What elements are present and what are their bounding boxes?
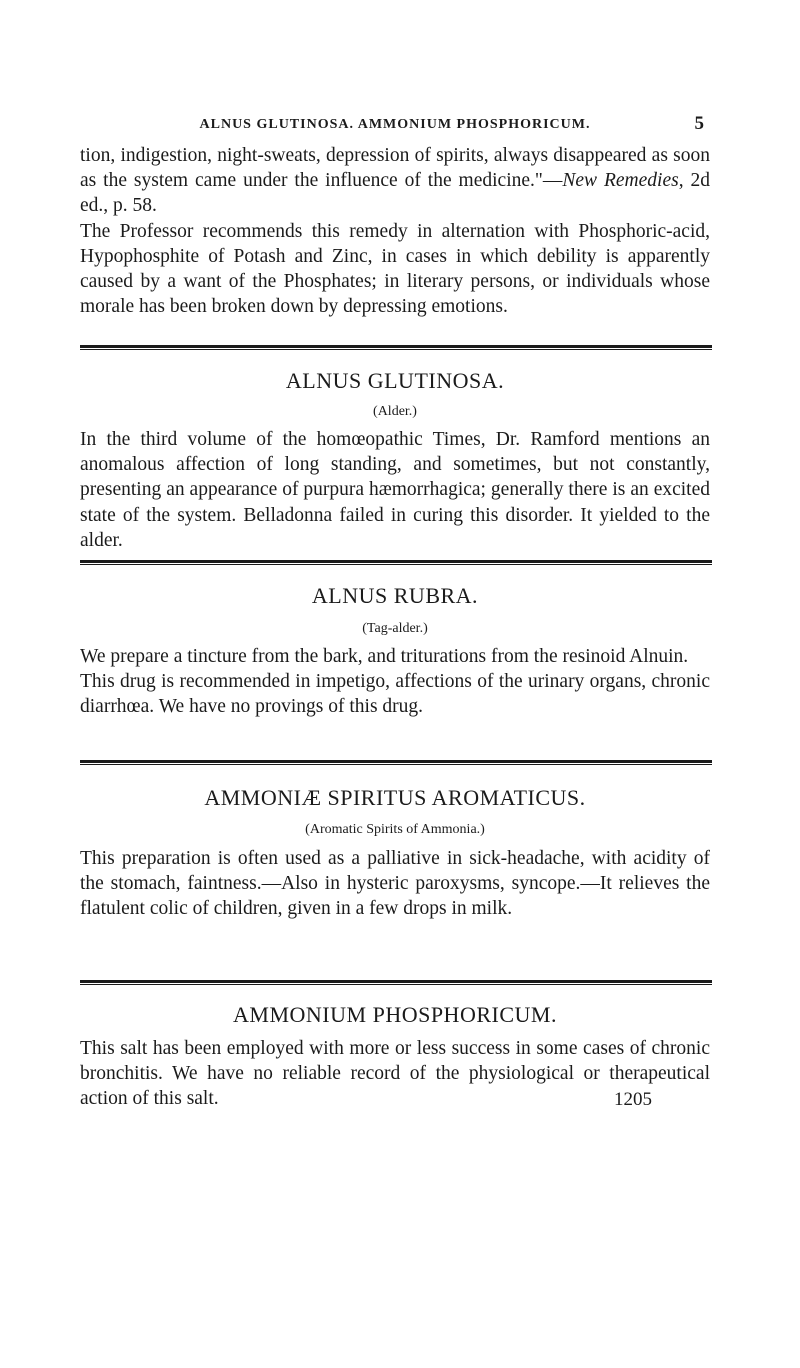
- section-subtitle-ammoniae-spiritus: (Aromatic Spirits of Ammonia.): [305, 822, 485, 837]
- section-title-ammonium-phosphoricum: AMMONIUM PHOSPHORICUM.: [233, 1002, 557, 1027]
- signature-mark: 1205: [614, 1089, 652, 1110]
- intro-source-tail: , 2d ed., p. 58.: [80, 170, 710, 217]
- page-number: 5: [694, 113, 704, 134]
- section-title-alnus-rubra: ALNUS RUBRA.: [311, 583, 479, 608]
- section-subtitle-alnus-rubra: (Tag-alder.): [362, 621, 428, 636]
- section-divider-4: [80, 980, 712, 985]
- intro-paragraph-1: [80, 143, 710, 219]
- section-body-alnus-glutinosa: [80, 427, 710, 553]
- section-body-ammoniae-spiritus: [80, 846, 710, 922]
- section-paragraph: We prepare a tincture from the bark, and triturations from the resinoid Alnuin.: [80, 646, 689, 667]
- running-head: ALNUS GLUTINOSA. AMMONIUM PHOSPHORICUM.: [199, 117, 591, 132]
- section-title-alnus-glutinosa: ALNUS GLUTINOSA.: [285, 368, 505, 393]
- intro-paragraph-2: The Professor recommends this remedy in alternation with Phosphoric-acid, Hypophosphite of Potash and Zinc, in cases in which debility is apparently caused by a want of the Phosphates; in literary persons, or individuals whose morale has been broken down by depressing emotions.: [80, 220, 710, 318]
- section-title-ammoniae-spiritus: AMMONIÆ SPIRITUS AROMATICUS.: [204, 785, 586, 810]
- section-paragraph: This drug is recommended in impetigo, affections of the urinary organs, chronic diarrhœa. We have no provings of this drug.: [80, 671, 710, 718]
- section-divider-2: [80, 560, 712, 565]
- section-paragraph: This salt has been employed with more or less success in some cases of chronic bronchitis. We have no reliable record of the physiological or therapeutical action of this salt.: [80, 1038, 710, 1110]
- section-subtitle-alnus-glutinosa: (Alder.): [373, 404, 417, 419]
- intro-source-title: New Remedies: [562, 170, 679, 192]
- intro-block: [80, 143, 710, 319]
- intro-quote-text: tion, indigestion, night-sweats, depression of spirits, always disappeared as soon as the system came under the influence of the medicine."—: [80, 145, 710, 192]
- section-divider-3: [80, 760, 712, 765]
- section-paragraph: This preparation is often used as a palliative in sick-headache, with acidity of the stomach, faintness.—Also in hysteric paroxysms, syncope.—It relieves the flatulent colic of children, given in a few drops in milk.: [80, 848, 710, 920]
- section-body-alnus-rubra: [80, 644, 710, 720]
- section-paragraph: In the third volume of the homœopathic Times, Dr. Ramford mentions an anomalous affection of long standing, and sometimes, but not constantly, presenting an appearance of purpura hæmorrhagica; generally there is an excited state of the system. Belladonna failed in curing this disorder. It yielded to the alder.: [80, 429, 710, 551]
- section-divider-1: [80, 345, 712, 350]
